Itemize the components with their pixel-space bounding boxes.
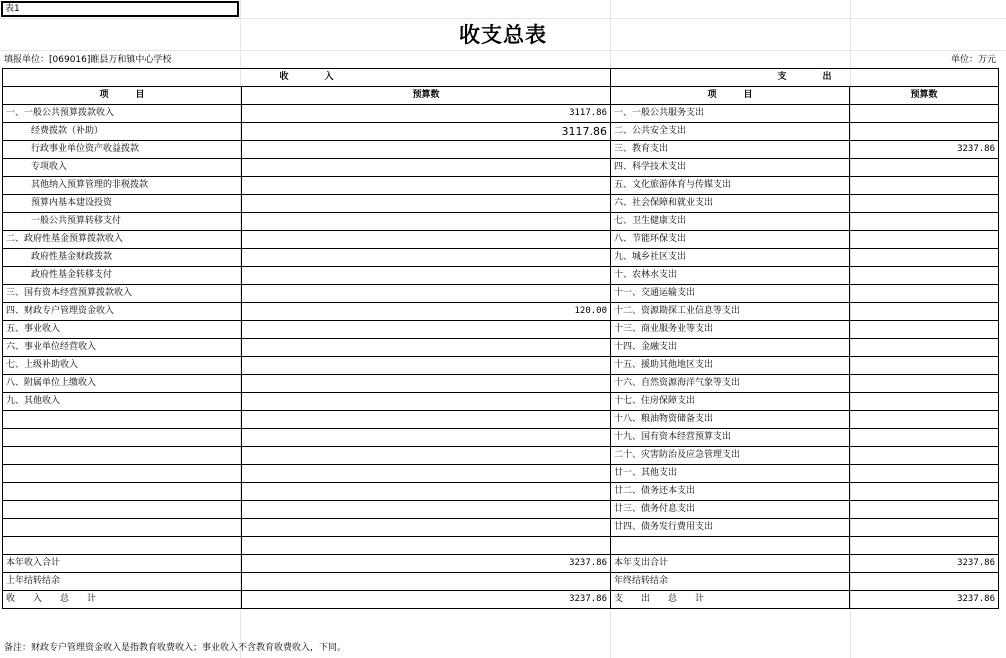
- income-budget-cell[interactable]: [242, 465, 611, 483]
- expenditure-budget-cell[interactable]: [850, 393, 999, 411]
- income-budget-cell[interactable]: [242, 447, 611, 465]
- income-item-cell[interactable]: 二、政府性基金预算拨款收入: [3, 231, 242, 249]
- expenditure-budget-cell[interactable]: [850, 285, 999, 303]
- income-budget-cell[interactable]: [242, 267, 611, 285]
- table-row: [3, 303, 999, 321]
- income-item-cell[interactable]: [3, 429, 242, 447]
- expenditure-total-value[interactable]: [850, 573, 999, 591]
- table-row: [3, 123, 999, 141]
- income-item-cell[interactable]: 其他纳入预算管理的非税拨款: [3, 177, 242, 195]
- income-item-cell[interactable]: 专项收入: [3, 159, 242, 177]
- table-row: [3, 159, 999, 177]
- income-budget-header: 预算数: [242, 87, 611, 105]
- expenditure-item-cell[interactable]: 十七、住房保障支出: [611, 393, 850, 411]
- income-budget-cell[interactable]: [242, 519, 611, 537]
- income-budget-cell[interactable]: [242, 501, 611, 519]
- expenditure-total-label[interactable]: 本年支出合计: [611, 555, 850, 573]
- expenditure-item-cell[interactable]: 十四、金融支出: [611, 339, 850, 357]
- income-total-value[interactable]: [242, 573, 611, 591]
- expenditure-budget-cell[interactable]: [850, 249, 999, 267]
- expenditure-item-cell[interactable]: 二十、灾害防治及应急管理支出: [611, 447, 850, 465]
- table-row: [3, 321, 999, 339]
- table-row: [3, 141, 999, 159]
- expenditure-budget-cell[interactable]: [850, 105, 999, 123]
- income-total-label[interactable]: 上年结转结余: [3, 573, 242, 591]
- table-row: [3, 519, 999, 537]
- expenditure-total-label[interactable]: 年终结转结余: [611, 573, 850, 591]
- income-item-cell[interactable]: 行政事业单位资产收益拨款: [3, 141, 242, 159]
- income-item-cell[interactable]: 八、附属单位上缴收入: [3, 375, 242, 393]
- income-budget-cell[interactable]: 120.00: [242, 303, 611, 321]
- income-item-cell[interactable]: 五、事业收入: [3, 321, 242, 339]
- income-item-cell[interactable]: 一、一般公共预算拨款收入: [3, 105, 242, 123]
- expenditure-budget-cell[interactable]: [850, 537, 999, 555]
- table-row: [3, 195, 999, 213]
- reporting-unit: 填报单位：[069016]睢县万和镇中心学校: [4, 55, 172, 65]
- income-item-cell[interactable]: 七、上级补助收入: [3, 357, 242, 375]
- income-item-cell[interactable]: 六、事业单位经营收入: [3, 339, 242, 357]
- income-budget-cell[interactable]: [242, 375, 611, 393]
- income-budget-cell[interactable]: [242, 231, 611, 249]
- income-budget-cell[interactable]: [242, 195, 611, 213]
- selected-cell-a1[interactable]: 表1: [1, 1, 239, 17]
- expenditure-item-cell[interactable]: 一、一般公共服务支出: [611, 105, 850, 123]
- table-row: [3, 105, 999, 123]
- table-row: [3, 249, 999, 267]
- expenditure-budget-cell[interactable]: [850, 231, 999, 249]
- expenditure-item-cell[interactable]: 五、文化旅游体育与传媒支出: [611, 177, 850, 195]
- table-row: [3, 393, 999, 411]
- expenditure-budget-cell[interactable]: [850, 321, 999, 339]
- expenditure-item-cell[interactable]: 七、卫生健康支出: [611, 213, 850, 231]
- income-budget-cell[interactable]: [242, 357, 611, 375]
- income-budget-cell[interactable]: [242, 411, 611, 429]
- income-item-cell[interactable]: 一般公共预算转移支付: [3, 213, 242, 231]
- expenditure-budget-cell[interactable]: [850, 447, 999, 465]
- income-budget-cell[interactable]: [242, 177, 611, 195]
- total-row: [3, 591, 999, 609]
- gridline: [0, 50, 1006, 51]
- expenditure-budget-cell[interactable]: [850, 267, 999, 285]
- income-item-cell[interactable]: 预算内基本建设投资: [3, 195, 242, 213]
- income-item-header: 项 目: [3, 87, 242, 105]
- section-header-row: [3, 69, 999, 87]
- income-budget-cell[interactable]: [242, 429, 611, 447]
- income-budget-cell[interactable]: [242, 339, 611, 357]
- expenditure-total-label[interactable]: 支 出 总 计: [611, 591, 850, 609]
- expenditure-item-cell[interactable]: [611, 537, 850, 555]
- expenditure-budget-cell[interactable]: [850, 339, 999, 357]
- expenditure-item-cell[interactable]: 九、城乡社区支出: [611, 249, 850, 267]
- table-row: [3, 465, 999, 483]
- expenditure-item-cell[interactable]: 廿二、债务还本支出: [611, 483, 850, 501]
- expenditure-item-cell[interactable]: 二、公共安全支出: [611, 123, 850, 141]
- expenditure-budget-cell[interactable]: [850, 465, 999, 483]
- table-row: [3, 501, 999, 519]
- income-item-cell[interactable]: 三、国有资本经营预算拨款收入: [3, 285, 242, 303]
- table-row: [3, 537, 999, 555]
- income-budget-cell[interactable]: [242, 249, 611, 267]
- budget-summary-table: [2, 68, 999, 609]
- expenditure-item-cell[interactable]: 十九、国有资本经营预算支出: [611, 429, 850, 447]
- expenditure-item-cell[interactable]: 三、教育支出: [611, 141, 850, 159]
- expenditure-item-cell[interactable]: 廿一、其他支出: [611, 465, 850, 483]
- expenditure-item-cell[interactable]: 十五、援助其他地区支出: [611, 357, 850, 375]
- expenditure-item-cell[interactable]: 廿三、债务付息支出: [611, 501, 850, 519]
- expenditure-total-value[interactable]: 3237.86: [850, 555, 999, 573]
- expenditure-item-cell[interactable]: 六、社会保障和就业支出: [611, 195, 850, 213]
- income-budget-cell[interactable]: [242, 213, 611, 231]
- income-budget-cell[interactable]: [242, 159, 611, 177]
- income-budget-cell[interactable]: [242, 285, 611, 303]
- table-row: [3, 429, 999, 447]
- total-row: [3, 573, 999, 591]
- table-row: [3, 177, 999, 195]
- income-item-cell[interactable]: [3, 411, 242, 429]
- income-item-cell[interactable]: [3, 519, 242, 537]
- income-item-cell[interactable]: 四、财政专户管理资金收入: [3, 303, 242, 321]
- expenditure-item-cell[interactable]: 八、节能环保支出: [611, 231, 850, 249]
- expenditure-item-cell[interactable]: 十三、商业服务业等支出: [611, 321, 850, 339]
- table-row: [3, 339, 999, 357]
- expenditure-budget-cell[interactable]: [850, 519, 999, 537]
- income-section-header: 收 入: [3, 69, 611, 87]
- expenditure-total-value[interactable]: 3237.86: [850, 591, 999, 609]
- income-total-value[interactable]: 3237.86: [242, 555, 611, 573]
- expenditure-section-header: 支 出: [611, 69, 999, 87]
- expenditure-budget-cell[interactable]: [850, 123, 999, 141]
- income-item-cell[interactable]: 政府性基金转移支付: [3, 267, 242, 285]
- expenditure-budget-cell[interactable]: [850, 213, 999, 231]
- income-item-cell[interactable]: 经费拨款（补助）: [3, 123, 242, 141]
- column-header-row: [3, 87, 999, 105]
- income-budget-cell[interactable]: [242, 141, 611, 159]
- income-budget-cell[interactable]: [242, 393, 611, 411]
- income-item-cell[interactable]: [3, 447, 242, 465]
- income-budget-cell[interactable]: 3117.86: [242, 123, 611, 141]
- expenditure-budget-cell[interactable]: [850, 195, 999, 213]
- expenditure-budget-header: 预算数: [850, 87, 999, 105]
- income-item-cell[interactable]: 政府性基金财政拨款: [3, 249, 242, 267]
- gridline: [0, 18, 1006, 19]
- income-item-cell[interactable]: 九、其他收入: [3, 393, 242, 411]
- income-total-label[interactable]: 收 入 总 计: [3, 591, 242, 609]
- expenditure-budget-cell[interactable]: [850, 375, 999, 393]
- total-row: [3, 555, 999, 573]
- expenditure-budget-cell[interactable]: [850, 159, 999, 177]
- table-row: [3, 447, 999, 465]
- income-budget-cell[interactable]: [242, 483, 611, 501]
- expenditure-item-cell[interactable]: 十、农林水支出: [611, 267, 850, 285]
- expenditure-item-cell[interactable]: 十二、资源勘探工业信息等支出: [611, 303, 850, 321]
- page-title: 收支总表: [459, 23, 547, 47]
- footnote: 备注：财政专户管理资金收入是指教育收费收入；事业收入不含教育收费收入，下同。: [4, 643, 347, 653]
- income-budget-cell[interactable]: [242, 537, 611, 555]
- table-row: [3, 285, 999, 303]
- expenditure-budget-cell[interactable]: [850, 177, 999, 195]
- expenditure-budget-cell[interactable]: [850, 483, 999, 501]
- expenditure-item-cell[interactable]: 四、科学技术支出: [611, 159, 850, 177]
- income-item-cell[interactable]: [3, 465, 242, 483]
- expenditure-item-cell[interactable]: 廿四、债务发行费用支出: [611, 519, 850, 537]
- expenditure-item-cell[interactable]: 十一、交通运输支出: [611, 285, 850, 303]
- expenditure-budget-cell[interactable]: [850, 303, 999, 321]
- table-row: [3, 231, 999, 249]
- income-budget-cell[interactable]: 3117.86: [242, 105, 611, 123]
- income-total-label[interactable]: 本年收入合计: [3, 555, 242, 573]
- table-row: [3, 375, 999, 393]
- expenditure-budget-cell[interactable]: [850, 357, 999, 375]
- expenditure-budget-cell[interactable]: [850, 501, 999, 519]
- table-row: [3, 213, 999, 231]
- income-budget-cell[interactable]: [242, 321, 611, 339]
- table-row: [3, 483, 999, 501]
- expenditure-item-cell[interactable]: 十八、粮油物资储备支出: [611, 411, 850, 429]
- income-item-cell[interactable]: [3, 537, 242, 555]
- table-row: [3, 411, 999, 429]
- table-row: [3, 267, 999, 285]
- expenditure-budget-cell[interactable]: [850, 411, 999, 429]
- expenditure-budget-cell[interactable]: 3237.86: [850, 141, 999, 159]
- expenditure-item-header: 项 目: [611, 87, 850, 105]
- table-row: [3, 357, 999, 375]
- income-item-cell[interactable]: [3, 483, 242, 501]
- currency-unit: 单位：万元: [950, 55, 996, 65]
- income-item-cell[interactable]: [3, 501, 242, 519]
- income-total-value[interactable]: 3237.86: [242, 591, 611, 609]
- expenditure-budget-cell[interactable]: [850, 429, 999, 447]
- expenditure-item-cell[interactable]: 十六、自然资源海洋气象等支出: [611, 375, 850, 393]
